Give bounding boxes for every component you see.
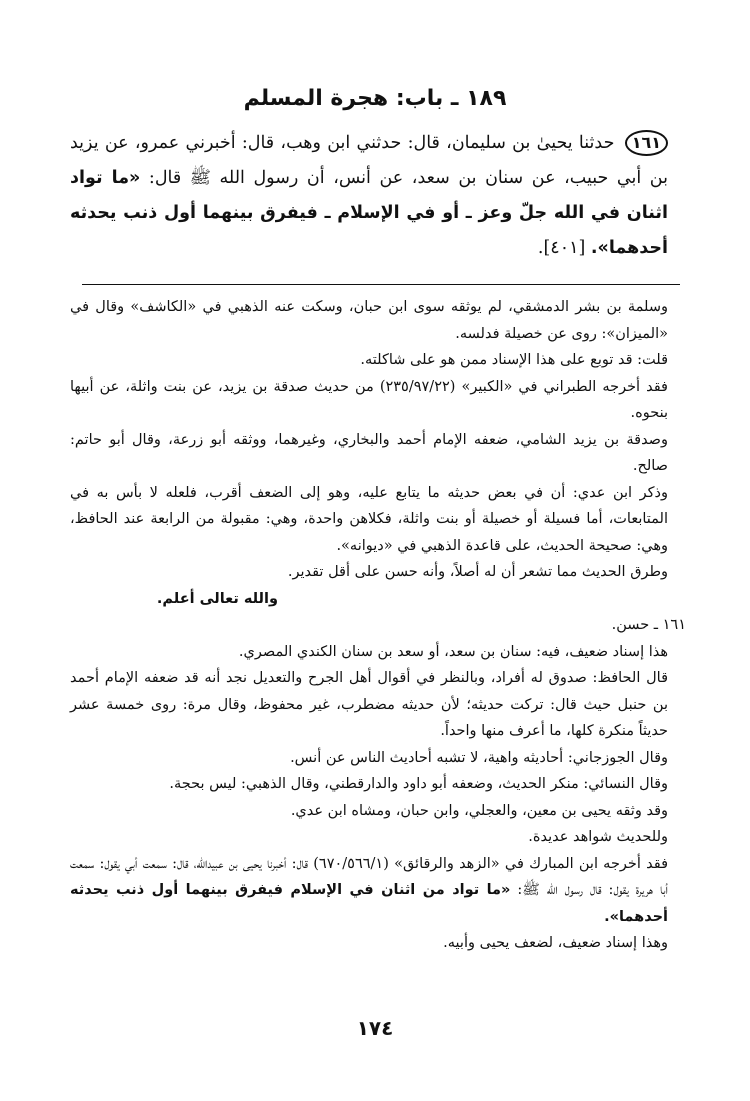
footnote-paragraph: وصدقة بن يزيد الشامي، ضعفه الإمام أحمد والبخاري، وغيرهما، ووثقه أبو زرعة، وقال أبو حاتم: صالح. [70, 431, 668, 474]
footnote-paragraph: وقد وثقه يحيى بن معين، والعجلي، وابن حبان، ومشاه ابن عدي. [290, 802, 668, 819]
closing-phrase: والله تعالى أعلم. [156, 590, 278, 607]
footnotes [70, 294, 686, 957]
hadith-block [70, 126, 668, 266]
footnote-divider [82, 284, 680, 285]
footnote-paragraph: هذا إسناد ضعيف، فيه: سنان بن سعد، أو سعد بن سنان الكندي المصري. [238, 643, 668, 660]
footnote-paragraph: وقال النسائي: منكر الحديث، وضعفه أبو داود والدارقطني، وقال الذهبي: ليس بحجة. [169, 776, 668, 792]
chapter-heading: ١٨٩ ـ باب: هجرة المسلم [243, 86, 507, 111]
footnote-bold-quote: «ما تواد من اثنان في الإسلام فيفرق بينهما أول ذنب يحدثه أحدهما». [70, 882, 668, 925]
footnote-text: فقد أخرجه ابن المبارك في «الزهد والرقائق» (٦٧٠/٥٦٦/١) قال: أخبرنا يحيى بن عبيدالله، قال: سمعت أبي يقول: سمعت أبا هريرة يقول: قال رسول الله ﷺ: [70, 855, 668, 898]
footnote-paragraph: وهذا إسناد ضعيف، لضعف يحيى وأبيه. [443, 935, 668, 951]
hadith-number: ١٦١ [625, 130, 668, 156]
page-number: ١٧٤ [356, 1016, 394, 1040]
footnote-paragraph: وقال الجوزجاني: أحاديثه واهية، لا تشبه أحاديث الناس عن أنس. [290, 749, 668, 766]
hadith-reference: [٤٠١]. [537, 238, 591, 258]
footnote-paragraph: فقد أخرجه الطبراني في «الكبير» (٢٣٥/٩٧/٢٢) من حديث صدقة بن يزيد، عن بنت واثلة، عن أبيها بنحوه. [70, 378, 668, 421]
footnote-paragraph: وطرق الحديث مما تشعر أن له أصلاً، وأنه حسن على أقل تقدير. [287, 564, 668, 580]
footnote-paragraph: قال الحافظ: صدوق له أفراد، وبالنظر في أقوال أهل الجرح والتعديل نجد أنه قد ضعفه الإمام أحمد بن حنبل حيث قال: تركت حديثه؛ لأن حديثه مضطرب، غير محفوظ، وقال مرة: روى خمسة عشر حديثاً منكرة كلها، ما أعرف منها واحداً. [70, 670, 668, 739]
footnote-paragraph: وللحديث شواهد عديدة. [528, 829, 668, 845]
hadith-isnad: حدثنا يحيىٰ بن سليمان، قال: حدثني ابن وهب، قال: أخبرني عمرو، عن يزيد بن أبي حبيب، عن سنان بن سعد، عن أنس، أن رسول الله ﷺ قال: [70, 133, 668, 188]
footnote-paragraph: وذكر ابن عدي: أن في بعض حديثه ما يتابع عليه، وهو إلى الضعف أقرب، فلعله لا بأس به في المتابعات، أما فسيلة أو خصيلة أو بنت واثلة، فكلاهن واحدة، وهي: مقبولة من الرابعة عند الحافظ، وهي: صحيحة الحديث، على قاعدة الذهبي في «ديوانه». [70, 484, 668, 554]
footnote-paragraph [70, 851, 668, 931]
hadith-matn: «ما تواد اثنان في الله جلّ وعز ـ أو في الإسلام ـ فيفرق بينهما أول ذنب يحدثه أحدهما». [70, 168, 668, 258]
footnote-paragraph: قلت: قد توبع على هذا الإسناد ممن هو على شاكلته. [360, 352, 668, 368]
grading-entry-label: ١٦١ ـ حسن. [611, 617, 686, 633]
footnote-paragraph: وسلمة بن بشر الدمشقي، لم يوثقه سوى ابن حبان، وسكت عنه الذهبي في «الكاشف» وقال في «الميزان»: روى عن خصيلة فدلسه. [70, 299, 668, 342]
